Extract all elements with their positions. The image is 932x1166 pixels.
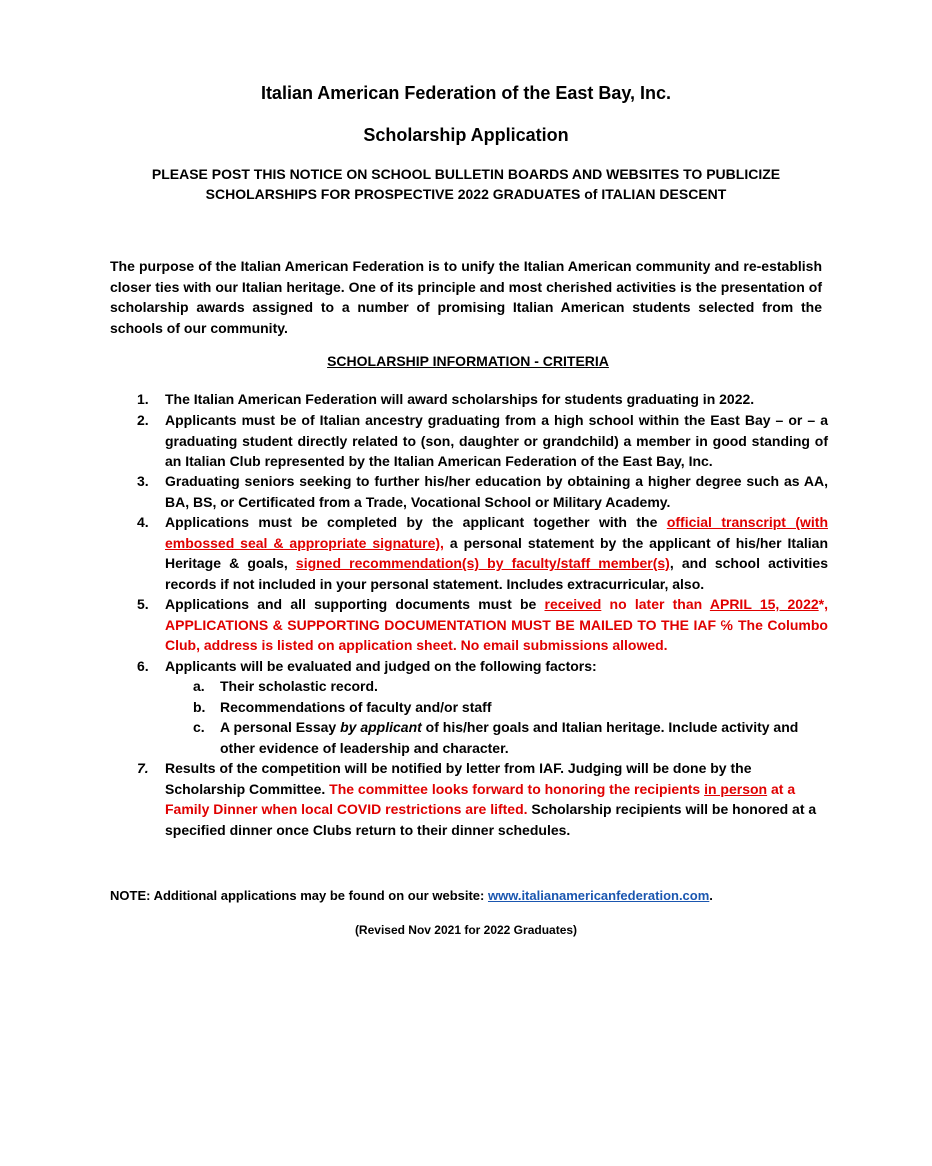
item-number: 4. bbox=[137, 514, 149, 530]
deadline-prefix: no later than bbox=[601, 596, 710, 612]
committee-statement: The committee looks forward to honoring the recipients bbox=[329, 780, 705, 797]
factor-text bbox=[220, 717, 810, 758]
note-prefix: NOTE: Additional applications may be found on our website: bbox=[110, 888, 488, 903]
item-text-part: , and school activities records if not included in your personal statement. Includes extracurricular, also. bbox=[165, 555, 828, 592]
mailing-instructions: APPLICATIONS & SUPPORTING DOCUMENTATION MUST BE MAILED TO THE IAF ℅ The Columbo Club, address is listed on application sheet. No email submissions allowed. bbox=[165, 616, 828, 653]
item-text-part: Results of the competition will be notified by letter from IAF. Judging will be done by the Scholarship Committee. bbox=[165, 760, 752, 797]
family-dinner-statement: at a Family Dinner when local COVID restrictions are lifted. bbox=[165, 780, 796, 817]
transcript-requirement: official transcript (with embossed seal & appropriate signature), bbox=[165, 514, 828, 551]
item-text bbox=[165, 594, 828, 656]
item-text-part: Applications must be completed by the applicant together with the bbox=[165, 514, 667, 530]
notice-line-1: PLEASE POST THIS NOTICE ON SCHOOL BULLETIN BOARDS AND WEBSITES TO PUBLICIZE bbox=[151, 166, 781, 182]
item-text-part: Applications and all supporting documents must be bbox=[165, 596, 545, 612]
received-emphasis: received bbox=[544, 596, 602, 612]
purpose-paragraph: The purpose of the Italian American Federation is to unify the Italian American community and re-establish closer ties with our Italian heritage. One of its principle and most cherished activities is the presentation of scholarship awards assigned to a number of promising Italian American students selected from the schools of our community. bbox=[110, 258, 822, 336]
notice-line-2: SCHOLARSHIPS FOR PROSPECTIVE 2022 GRADUATES of ITALIAN DESCENT bbox=[205, 186, 727, 202]
deadline-date: APRIL 15, 2022 bbox=[709, 596, 819, 612]
factor-text-part: of his/her goals and Italian heritage. Include activity and other evidence of leadership and character. bbox=[220, 719, 799, 756]
item-text: Applicants will be evaluated and judged on the following factors: bbox=[165, 658, 597, 674]
item-number: 3. bbox=[137, 473, 149, 489]
item-text: Applicants must be of Italian ancestry graduating from a high school within the East Bay – or – a graduating student directly related to (son, daughter or grandchild) a member in good standing of an Italian Club represented by the Italian American Federation of the East Bay, Inc. bbox=[165, 412, 828, 469]
factor-text: Their scholastic record. bbox=[220, 678, 378, 694]
factor-text-part: A personal Essay bbox=[220, 719, 341, 735]
section-heading: SCHOLARSHIP INFORMATION - CRITERIA bbox=[327, 353, 609, 369]
by-applicant-italic: by applicant bbox=[340, 719, 422, 735]
item-number: 7. bbox=[137, 760, 149, 776]
factor-text: Recommendations of faculty and/or staff bbox=[220, 699, 492, 715]
document-title: Scholarship Application bbox=[363, 125, 569, 145]
factor-letter: a. bbox=[193, 678, 205, 694]
organization-title: Italian American Federation of the East Bay, Inc. bbox=[260, 83, 672, 103]
item-text: The Italian American Federation will award scholarships for students graduating in 2022. bbox=[165, 391, 755, 407]
item-text bbox=[165, 512, 828, 594]
item-number: 2. bbox=[137, 412, 149, 428]
factor-letter: c. bbox=[193, 719, 205, 735]
item-text-part: a personal statement by the applicant of his/her Italian Heritage & goals, bbox=[165, 534, 828, 571]
revision-note: (Revised Nov 2021 for 2022 Graduates) bbox=[354, 923, 578, 937]
item-number: 1. bbox=[137, 391, 149, 407]
website-link[interactable]: www.italianamericanfederation.com bbox=[487, 888, 710, 903]
item-number: 6. bbox=[137, 658, 149, 674]
item-number: 5. bbox=[137, 596, 149, 612]
deadline-asterisk: *, bbox=[818, 596, 828, 612]
item-text bbox=[165, 758, 828, 840]
factor-letter: b. bbox=[193, 699, 206, 715]
note-suffix: . bbox=[709, 888, 713, 903]
in-person-emphasis: in person bbox=[704, 780, 768, 797]
website-note bbox=[110, 888, 713, 903]
recommendation-requirement: signed recommendation(s) by faculty/staff member(s) bbox=[295, 555, 670, 571]
item-text-part: Scholarship recipients will be honored at a specified dinner once Clubs return to their dinner schedules. bbox=[165, 801, 817, 838]
item-text: Graduating seniors seeking to further his/her education by obtaining a higher degree such as AA, BA, BS, or Certificated from a Trade, Vocational School or Military Academy. bbox=[165, 473, 828, 510]
